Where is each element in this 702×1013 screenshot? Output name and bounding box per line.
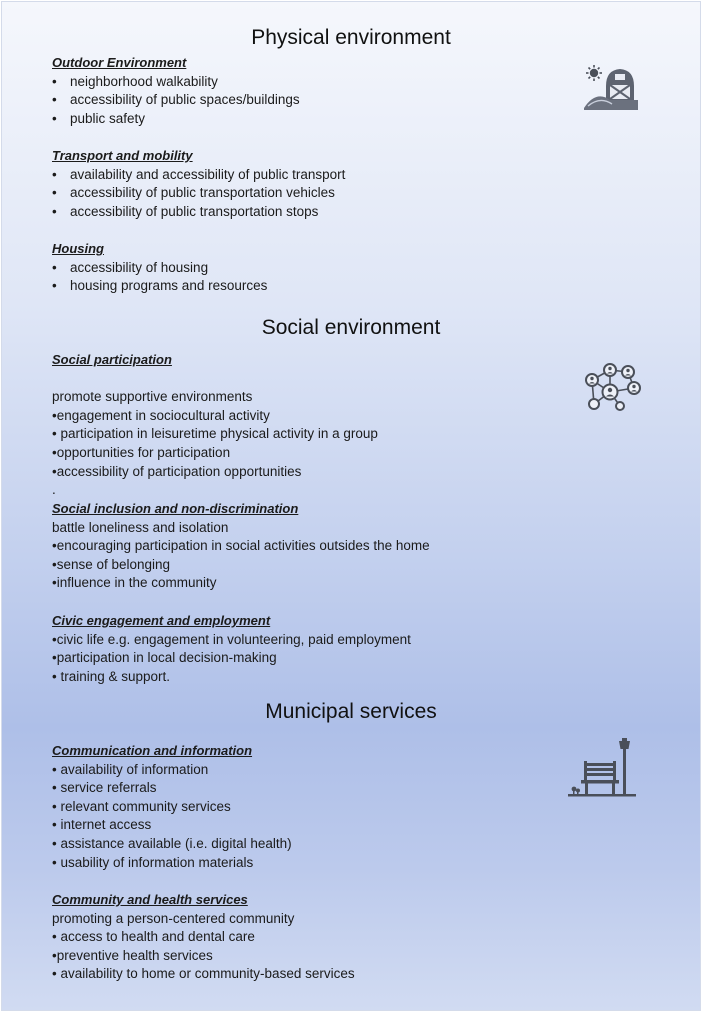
farm-landscape-icon [582, 60, 640, 112]
social-inclusion-block [52, 500, 572, 593]
list-item: promoting a person-centered community [52, 910, 295, 926]
municipal-services-title: Municipal services [265, 700, 437, 723]
outdoor-environment-heading: Outdoor Environment [52, 55, 187, 70]
social-participation-block [52, 351, 572, 500]
social-network-icon [580, 360, 642, 412]
community-health-block [52, 891, 572, 984]
list-item: • accessibility of public spaces/buildings [52, 92, 300, 108]
list-item: • access to health and dental care [52, 929, 255, 945]
list-item: •encouraging participation in social activities outsides the home [52, 538, 430, 554]
list-item: • assistance available (i.e. digital health) [52, 835, 292, 851]
list-item: •accessibility of participation opportunities [52, 463, 302, 479]
list-item: • availability to home or community-based services [52, 966, 355, 982]
list-item: • public safety [52, 110, 146, 126]
social-environment-title: Social environment [261, 316, 441, 339]
communication-block [52, 742, 572, 872]
list-item: • participation in leisuretime physical activity in a group [52, 426, 378, 442]
list-item: • service referrals [52, 780, 157, 796]
list-item: • internet access [52, 817, 152, 833]
list-item: • housing programs and resources [52, 278, 268, 294]
list-item: • availability and accessibility of public transport [52, 166, 346, 182]
list-item: • usability of information materials [52, 854, 254, 870]
list-item: •opportunities for participation [52, 444, 231, 460]
infographic-page [1, 1, 701, 1011]
communication-heading: Communication and information [52, 743, 253, 758]
list-item: •participation in local decision-making [52, 650, 277, 666]
list-item: . [52, 482, 56, 498]
list-item: • training & support. [52, 668, 171, 684]
list-item: • accessibility of housing [52, 259, 209, 275]
social-inclusion-heading: Social inclusion and non-discrimination [52, 501, 299, 516]
list-item: • accessibility of public transportation stops [52, 203, 319, 219]
list-item: •civic life e.g. engagement in volunteering, paid employment [52, 631, 411, 647]
civic-engagement-heading: Civic engagement and employment [52, 613, 271, 628]
list-item: battle loneliness and isolation [52, 519, 229, 535]
transport-block [52, 147, 572, 221]
park-bench-icon [566, 737, 638, 799]
list-item: • neighborhood walkability [52, 73, 218, 89]
list-item: • accessibility of public transportation vehicles [52, 185, 335, 201]
list-item: •influence in the community [52, 575, 217, 591]
list-item: •preventive health services [52, 947, 213, 963]
housing-block [52, 240, 572, 296]
list-item: promote supportive environments [52, 389, 253, 405]
list-item: •sense of belonging [52, 556, 171, 572]
list-item: • availability of information [52, 761, 209, 777]
community-health-heading: Community and health services [52, 892, 248, 907]
transport-heading: Transport and mobility [52, 148, 193, 163]
list-item: •engagement in sociocultural activity [52, 407, 270, 423]
blank-line [52, 370, 572, 389]
outdoor-environment-block [52, 54, 572, 128]
civic-engagement-block [52, 612, 572, 686]
physical-environment-title: Physical environment [251, 26, 451, 49]
social-participation-heading: Social participation [52, 352, 172, 367]
housing-heading: Housing [52, 241, 104, 256]
list-item: • relevant community services [52, 798, 231, 814]
